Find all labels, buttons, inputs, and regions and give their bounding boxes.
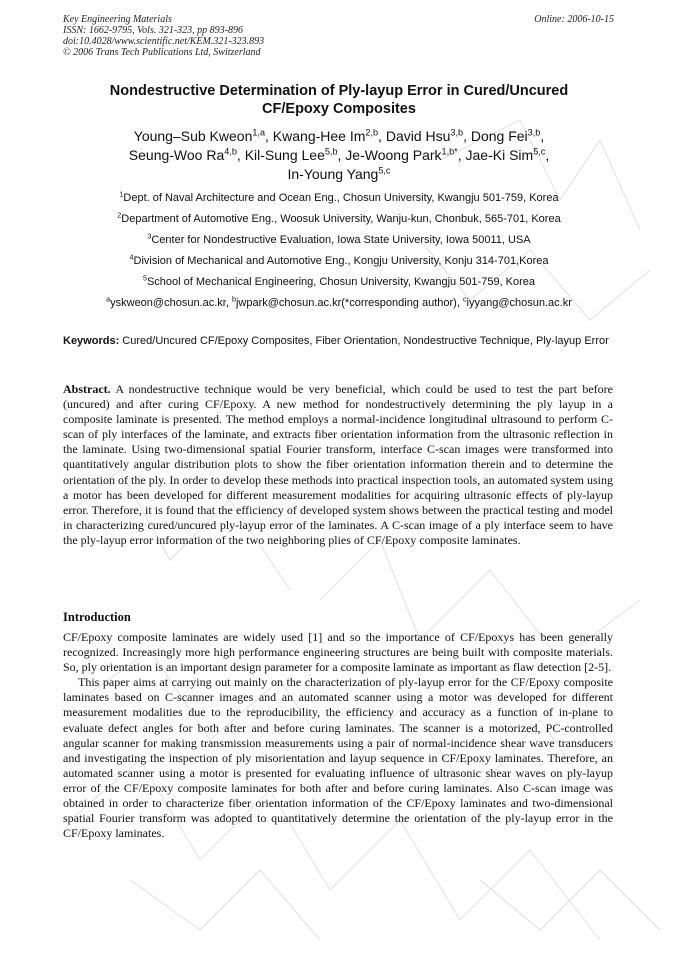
email-link[interactable]: iyyang@chosun.ac.kr (466, 297, 572, 309)
title-line-2: CF/Epoxy Composites (262, 101, 416, 117)
author: Kil-Sung Lee$^{5,b}$, (244, 146, 346, 163)
author: Jae-Ki Sim$^{5,c}$, (465, 146, 550, 163)
keywords-label: Keywords: (63, 335, 120, 347)
affiliation-item: $^5$School of Mechanical Engineering, Chosun University, Kwangju 501-759, Korea (142, 274, 536, 288)
affiliation-item: $^3$Center for Nondestructive Evaluation, Iowa State University, Iowa 50011, USA (147, 232, 531, 246)
intro-paragraph-2: This paper aims at carrying out mainly on the characterization of ply-layup error for the CF/Epoxy composite laminates based on C-scanner images and an automated scanner using a motor was developed for different measurement modalities due to the reproducibility, the efficiency and accuracy as a function of in-plane to evaluate defect angles for both after and before curing laminates. The scanner is a motorized, PC-controlled angular scanner for making transmission measurements using a pair of normal-incidence shear wave transducers and investigating the inspection of ply misorientation and layup sequence in CF/Epoxy laminates. Therefore, an automated scanner using a motor is presented for evaluating influence of ultrasonic shear waves on ply-layup error of the CF/Epoxy composite laminates for both after and before curing laminates. Also C-scan image was obtained in order to characterize fiber orientation information of the CF/Epoxy laminates and two-dimensional spatial Fourier transform was adopted to quantitatively determine the orientation of the ply-layup error in the CF/Epoxy laminates. (63, 675, 613, 841)
author: In-Young Yang$^{5,c}$ (287, 165, 391, 182)
author-list (60, 127, 618, 184)
affiliation-item: $^4$Division of Mechanical and Automotive Eng., Kongju University, Konju 314-701,Korea (129, 253, 549, 267)
author: Dong Fei$^{3,b}$, (470, 127, 545, 144)
doi-line: doi:10.4028/www.scientific.net/KEM.321-323.893 (63, 36, 265, 47)
email-link[interactable]: yskweon@chosun.ac.kr, (110, 297, 232, 309)
affiliation-item: $^1$Dept. of Naval Architecture and Ocean Eng., Chosun University, Kwangju 501-759, Korea (119, 190, 559, 204)
affiliations (60, 191, 618, 317)
intro-paragraph-1: CF/Epoxy composite laminates are widely used [1] and so the importance of CF/Epoxys has been generally recognized. Increasingly more high performance engineering structures are being built with composite materials. So, ply orientation is an important design parameter for a composite laminate as important as flaw detection [2-5]. (63, 630, 613, 675)
paper-title (60, 82, 618, 118)
online-date: Online: 2006-10-15 (534, 14, 614, 25)
abstract-text: A nondestructive technique would be very beneficial, which could be used to test the part before (uncured) and after curing CF/Epoxy. A new method for nondestructively determining the ply layup in a composite laminate is presented. The method employs a normal-incidence longitudinal ultrasound to perform C-scan of ply interfaces of the laminate, and extracts fiber orientation information from the ultrasonic reflection in the laminate. Using two-dimensional spatial Fourier transform, interface C-scan images were transformed into quantitatively angular distribution plots to show the fiber orientation information therein and to determine the orientation of the ply. In order to develop these methods into practical inspection tools, an automated system using a motor has been developed for different measurement modalities for acquiring ultrasonic effects of ply-layup error. Therefore, it is found that the efficiency of developed system shows between the practical testing and model in characterizing cured/uncured ply-layup error of the laminates. A C-scan image of a ply interface seem to have the ply-layup error information of the two neighboring plies of CF/Epoxy composite laminates. (63, 382, 613, 547)
section-heading-introduction: Introduction (63, 610, 131, 624)
author: Seung-Woo Ra$^{4,b}$, (128, 146, 245, 163)
journal-name: Key Engineering Materials (63, 14, 172, 25)
journal-header (63, 14, 614, 58)
affiliation-item: $^2$Department of Automotive Eng., Woosuk University, Wanju-kun, Chonbuk, 565-701, Korea (117, 211, 561, 225)
keywords-text: Cured/Uncured CF/Epoxy Composites, Fiber Orientation, Nondestructive Technique, Ply-layup Error (119, 335, 609, 347)
issn-line: ISSN: 1662-9795, Vols. 321-323, pp 893-896 (63, 25, 243, 36)
abstract-label: Abstract. (63, 382, 111, 396)
author: Young–Sub Kweon$^{1,a}$, (133, 127, 273, 144)
email-line: $^a$yskweon@chosun.ac.kr, $^b$jwpark@chosun.ac.kr(*corresponding author), $^c$iyyang@chosun.ac.kr (106, 295, 572, 309)
email-link[interactable]: jwpark@chosun.ac.kr(*corresponding author), (235, 297, 463, 309)
introduction-body (63, 630, 613, 841)
author: Je-Woong Park$^{1,b*}$, (345, 146, 466, 163)
title-line-1: Nondestructive Determination of Ply-layup Error in Cured/Uncured (109, 83, 569, 99)
author: Kwang-Hee Im$^{2,b}$, (272, 127, 386, 144)
keywords (63, 334, 613, 348)
author: David Hsu$^{3,b}$, (385, 127, 471, 144)
abstract (63, 382, 613, 548)
copyright-line: © 2006 Trans Tech Publications Ltd, Switzerland (63, 47, 261, 58)
